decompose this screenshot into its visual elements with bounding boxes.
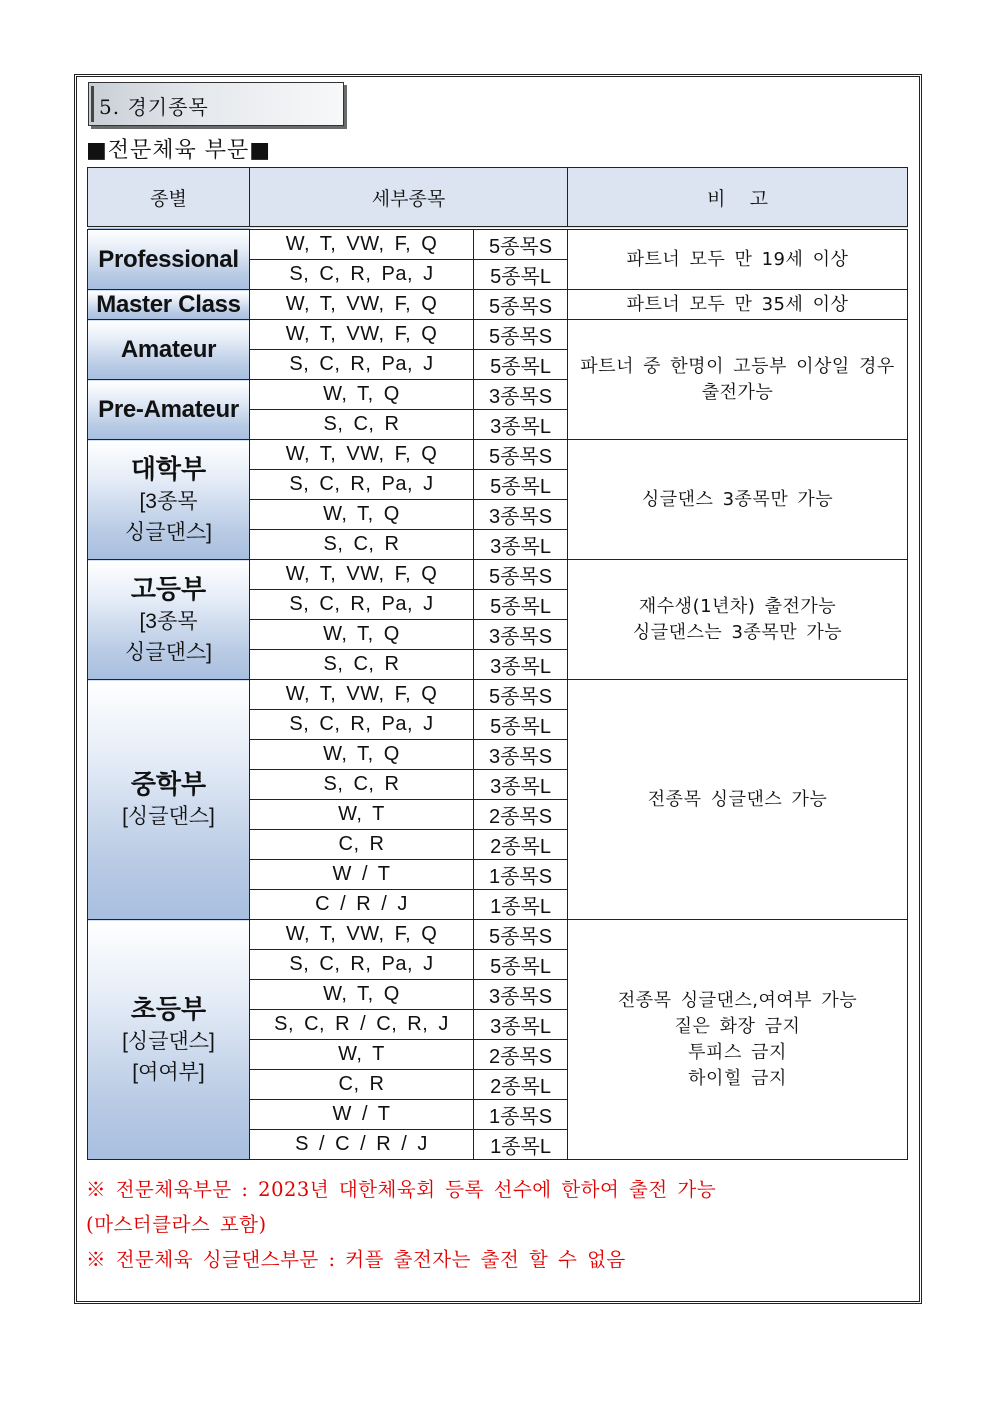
table-row xyxy=(88,290,908,320)
category-subtitle: [싱글댄스] xyxy=(122,1029,215,1053)
note-cell: 파트너 중 한명이 고등부 이상일 경우 출전가능 xyxy=(568,320,908,440)
event-list: W, T, VW, F, Q xyxy=(250,228,474,260)
event-list: W, T, VW, F, Q xyxy=(250,560,474,590)
note-cell: 파트너 모두 만 19세 이상 xyxy=(568,228,908,290)
event-count: 5종목L xyxy=(474,710,568,740)
event-list: W / T xyxy=(250,860,474,890)
header-events: 세부종목 xyxy=(250,168,568,229)
event-count: 2종목L xyxy=(474,1070,568,1100)
table-row xyxy=(88,440,908,470)
table-row xyxy=(88,680,908,710)
category-cell xyxy=(88,290,250,320)
section-heading xyxy=(88,82,344,126)
event-count: 3종목S xyxy=(474,740,568,770)
event-list: W, T, Q xyxy=(250,380,474,410)
category-name: 중학부 xyxy=(130,769,207,799)
section-heading-bar xyxy=(91,86,94,122)
event-list: C, R xyxy=(250,1070,474,1100)
event-list: S, C, R, Pa, J xyxy=(250,350,474,380)
table-row xyxy=(88,560,908,590)
category-cell xyxy=(88,920,250,1160)
footnotes xyxy=(86,1172,906,1277)
event-list: S, C, R, Pa, J xyxy=(250,260,474,290)
event-count: 5종목S xyxy=(474,320,568,350)
event-count: 3종목L xyxy=(474,650,568,680)
category-name: Master Class xyxy=(96,290,241,318)
event-count: 3종목S xyxy=(474,500,568,530)
event-count: 3종목S xyxy=(474,380,568,410)
header-category: 종별 xyxy=(88,168,250,229)
event-count: 1종목L xyxy=(474,1130,568,1160)
event-list: S, C, R, Pa, J xyxy=(250,710,474,740)
event-list: W / T xyxy=(250,1100,474,1130)
event-list: W, T, Q xyxy=(250,620,474,650)
event-count: 1종목L xyxy=(474,890,568,920)
category-cell xyxy=(88,380,250,440)
footnote: ※ 전문체육 싱글댄스부문 : 커플 출전자는 출전 할 수 없음 xyxy=(86,1248,626,1271)
event-list: W, T, Q xyxy=(250,500,474,530)
event-list: W, T xyxy=(250,800,474,830)
event-list: W, T, VW, F, Q xyxy=(250,680,474,710)
table-header-row xyxy=(88,168,908,229)
category-name: Pre-Amateur xyxy=(98,395,239,423)
event-count: 5종목S xyxy=(474,228,568,260)
event-list: S, C, R xyxy=(250,650,474,680)
event-count: 5종목L xyxy=(474,260,568,290)
header-note: 비 고 xyxy=(568,168,908,229)
event-list: S, C, R xyxy=(250,410,474,440)
event-count: 3종목S xyxy=(474,620,568,650)
note-cell: 전종목 싱글댄스 가능 xyxy=(568,680,908,920)
category-subtitle: [싱글댄스] xyxy=(122,805,215,828)
event-list: W, T, Q xyxy=(250,740,474,770)
subtitle: ■전문체육 부문■ xyxy=(86,138,272,163)
event-count: 5종목L xyxy=(474,590,568,620)
event-count: 3종목L xyxy=(474,410,568,440)
note-cell: 재수생(1년차) 출전가능 싱글댄스는 3종목만 가능 xyxy=(568,560,908,680)
event-list: S / C / R / J xyxy=(250,1130,474,1160)
event-list: W, T, VW, F, Q xyxy=(250,920,474,950)
category-subtitle: [여여부] xyxy=(132,1060,205,1084)
event-count: 5종목S xyxy=(474,920,568,950)
event-count: 2종목L xyxy=(474,830,568,860)
event-list: C, R xyxy=(250,830,474,860)
event-table xyxy=(87,167,908,1160)
event-count: 2종목S xyxy=(474,800,568,830)
event-list: W, T, VW, F, Q xyxy=(250,320,474,350)
category-cell xyxy=(88,320,250,380)
category-cell xyxy=(88,228,250,290)
category-cell xyxy=(88,680,250,920)
category-subtitle: [3종목 xyxy=(139,489,198,513)
category-name: 고등부 xyxy=(130,573,207,604)
event-list: W, T, VW, F, Q xyxy=(250,440,474,470)
category-name: 초등부 xyxy=(130,993,207,1024)
note-cell: 파트너 모두 만 35세 이상 xyxy=(568,290,908,320)
event-count: 5종목S xyxy=(474,680,568,710)
footnote: (마스터클라스 포함) xyxy=(86,1213,267,1236)
event-list: W, T, Q xyxy=(250,980,474,1010)
note-cell: 전종목 싱글댄스,여여부 가능 짙은 화장 금지 투피스 금지 하이힐 금지 xyxy=(568,920,908,1160)
category-name: 대학부 xyxy=(130,453,207,484)
event-count: 3종목S xyxy=(474,980,568,1010)
event-list: W, T xyxy=(250,1040,474,1070)
note-cell: 싱글댄스 3종목만 가능 xyxy=(568,440,908,560)
event-count: 1종목S xyxy=(474,860,568,890)
category-cell xyxy=(88,440,250,560)
category-name: Professional xyxy=(98,245,239,273)
event-count: 1종목S xyxy=(474,1100,568,1130)
event-count: 5종목S xyxy=(474,440,568,470)
event-count: 5종목S xyxy=(474,290,568,320)
table-row xyxy=(88,920,908,950)
footnote: ※ 전문체육부문 : 2023년 대한체육회 등록 선수에 한하여 출전 가능 xyxy=(86,1178,717,1201)
event-count: 2종목S xyxy=(474,1040,568,1070)
category-cell xyxy=(88,560,250,680)
table-row xyxy=(88,320,908,350)
section-title: 5. 경기종목 xyxy=(99,95,209,119)
event-list: S, C, R xyxy=(250,530,474,560)
event-list: S, C, R, Pa, J xyxy=(250,470,474,500)
event-list: S, C, R xyxy=(250,770,474,800)
category-name: Amateur xyxy=(120,335,217,363)
event-count: 5종목S xyxy=(474,560,568,590)
category-subtitle: [3종목 xyxy=(139,609,198,633)
event-count: 5종목L xyxy=(474,950,568,980)
table-body xyxy=(88,228,908,1160)
event-count: 3종목L xyxy=(474,530,568,560)
event-list: S, C, R, Pa, J xyxy=(250,950,474,980)
table-row xyxy=(88,228,908,260)
event-list: C / R / J xyxy=(250,890,474,920)
category-subtitle: 싱글댄스] xyxy=(125,520,212,544)
event-list: S, C, R, Pa, J xyxy=(250,590,474,620)
event-list: W, T, VW, F, Q xyxy=(250,290,474,320)
event-count: 3종목L xyxy=(474,770,568,800)
event-count: 5종목L xyxy=(474,470,568,500)
event-count: 5종목L xyxy=(474,350,568,380)
event-count: 3종목L xyxy=(474,1010,568,1040)
event-list: S, C, R / C, R, J xyxy=(250,1010,474,1040)
category-subtitle: 싱글댄스] xyxy=(125,640,212,664)
